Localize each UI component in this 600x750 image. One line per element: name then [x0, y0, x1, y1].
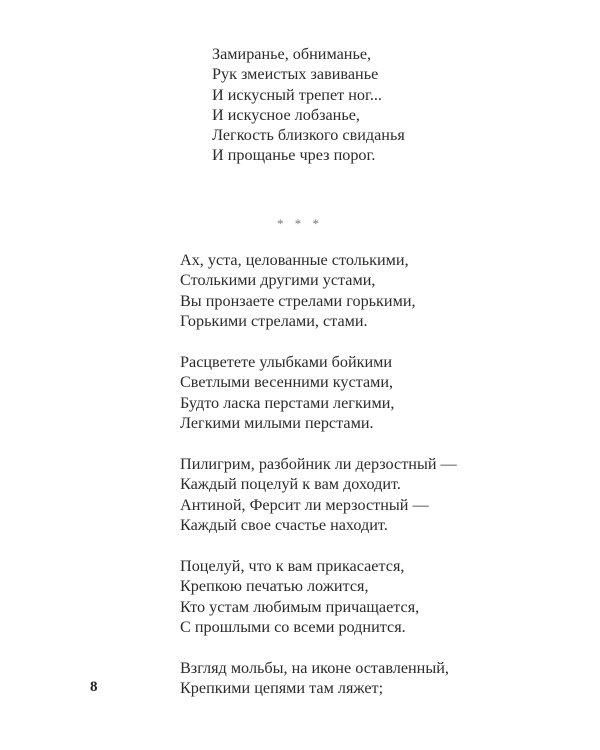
poem-line: Ах, уста, целованные столькими, — [180, 251, 409, 269]
poem-line: Крепкими цепями там ляжет; — [180, 679, 384, 698]
poem-line: Легкость близкого свиданья — [212, 126, 405, 145]
poem-line: И прощанье чрез порог. — [212, 146, 376, 165]
previous-poem-ending — [212, 44, 405, 166]
poem-line: Вы пронзаете стрелами горькими, — [180, 291, 416, 310]
section-divider: * * * — [277, 216, 323, 231]
poem-line: Пилигрим, разбойник ли дерзостный — — [180, 455, 457, 473]
stanza — [180, 658, 449, 699]
page-number: 8 — [90, 679, 98, 695]
poem-line: И искусный трепет ног... — [212, 85, 382, 104]
poem-line: Расцветете улыбками бойкими — [180, 353, 393, 371]
poem-line: Будто ласка перстами легкими, — [180, 393, 395, 412]
poem-line: Крепкою печатью ложится, — [180, 577, 369, 596]
poem-line: Антиной, Ферсит ли мерзостный — — [180, 495, 429, 514]
poem-line: Замиранье, обниманье, — [212, 45, 372, 63]
poem-line: Горькими стрелами, стами. — [180, 311, 368, 330]
poem-line: Легкими милыми перстами. — [180, 413, 374, 432]
poem-line: Каждый свое счастье находит. — [180, 515, 388, 534]
stanza — [180, 250, 416, 331]
poem-line: Столькими другими устами, — [180, 271, 376, 290]
poem-line: Рук змеистых завиванье — [212, 65, 379, 84]
poem-line: И искусное лобзанье, — [212, 105, 360, 124]
stanza — [180, 454, 457, 535]
poem-line: Светлыми весенними кустами, — [180, 373, 394, 392]
stanza — [180, 556, 419, 637]
poem-line: Поцелуй, что к вам прикасается, — [180, 557, 405, 575]
stanza — [180, 352, 394, 433]
poem-line: С прошлыми со всеми роднится. — [180, 617, 406, 636]
poem-line: Взгляд мольбы, на иконе оставленный, — [180, 659, 449, 677]
poem-line: Каждый поцелуй к вам доходит. — [180, 475, 401, 494]
poem-line: Кто устам любимым причащается, — [180, 597, 420, 616]
